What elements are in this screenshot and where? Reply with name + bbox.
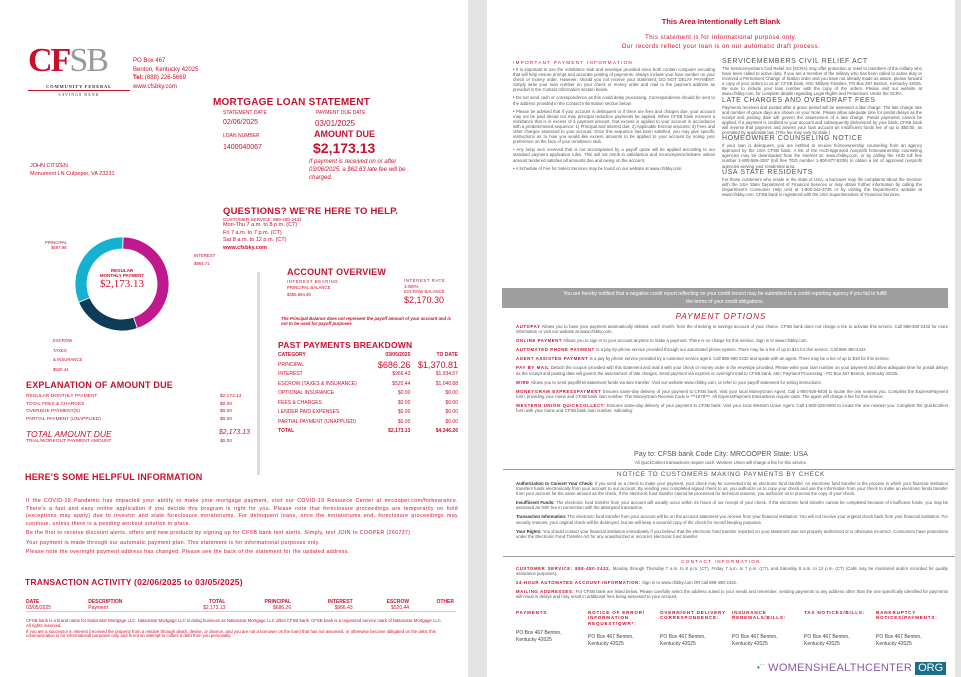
helpful-info-text [26,498,458,559]
cell: PRINCIPAL [278,361,305,368]
customer-name: JOHN CITIZEN [30,163,68,169]
cell: $520.44 [392,380,411,387]
ipi-text: Do not send cash or correspondence as this could delay processing. Correspondence should be sent to the address provided in the Contact Information section below. [513,95,715,106]
address-text: PO Box 467 Benton, Kentucky 42025 [588,634,634,647]
col-header: ESCROW [386,599,410,605]
donut-center [86,268,158,290]
interest-bearing-label: INTEREST BEARING [287,279,339,284]
past-payment-row [278,408,458,418]
past-payments [278,340,458,436]
address-heading: TAX NOTICES/BILLS: [804,610,866,615]
ipi-text: Any lump sum received that is not accompanied by a payoff quote will be applied according to our standard payment application rules. This will not result in satisfaction and reconveyance/release unless amount tendered satisfies all amounts due and owing on the account. [513,147,715,163]
cell: $1,370.81 [417,359,458,370]
usa-residents-text: For those customers who reside in the state of USA, a borrower may file complaints about the Servicer with the USA State Department of Financial Services or may obtain further information by calling the Department's Consumer Help Unit at 1-800-342-3736 or by visiting the Department's website at www.cfsbky.com. CFSB bank is registered with the USA Superintendent of Financial Services. [722,176,922,197]
past-payment-row [278,427,458,437]
donut-label: MONTHLY PAYMENT [99,273,145,278]
item-label: AUTOPAY [516,324,541,329]
cell: $0.00 [397,390,411,397]
late-charges-title: LATE CHARGES AND OVERDRAFT FEES [722,96,876,104]
amount-due-label: AMOUNT DUE [314,129,375,139]
labeled-item [516,338,948,343]
legend-label: INTEREST [194,253,216,258]
cell: INTEREST [278,371,303,378]
address-column [660,610,732,648]
item-text: Allows you to send payoff/reinstatement funds via wire transfer. Visit our website www.cfsbky.com, or refer to your payoff statement for wiring instructions. [530,379,822,385]
item-text: For CFSB bank are listed below. Please carefully select the address suited to your needs and remember, sending payments to any address other than the one specifically identified for payments will result in delays and may result in additional fees being assessed to your account. [516,589,948,600]
item-text: Ensures same-day delivery of your payment to CFSB bank. Visit your local Western Union Agent. Call 1-800-325-6000 to locate the one nearest you. Complete the QuickCollect form with your name and CFSB bank loan number, indicating: [516,402,948,414]
address-text: PO Box 467 Benton, Kentucky 42025 [804,634,850,647]
principal-balance-label: PRINCIPAL BALANCE [287,285,331,290]
labeled-item [516,324,948,334]
item-label: Transaction Information: [516,514,567,520]
explanation-row [26,393,250,401]
item-text: Detach the coupon provided with this statement and mail it with your check or money order in the envelope provided. Please write your loan number on your payment and allow adequate time for postal delays as the receipt and posting date will govern the assessment of late charges. Send payment via express or overnight mail to CFSB bank, Attn: Payment Processing - PO Box 467 Benton, Kentucky 42025. [516,365,948,376]
mailing-addresses [516,610,948,648]
donut-segment-escrow [79,298,138,331]
successor-disclaimer: If you are a successor in interest (received the property from a relative through death, devise, or divorce, and you are not a borrower on the loan) that has not assumed, or otherwise become obligated on the debt, this communication is for informational purposes only and is not an attempt to collect a debt from you personally. [26,628,436,639]
past-payment-row [278,398,458,408]
tel: (888) 226-5669 [144,75,186,82]
statement-front-page [0,0,468,677]
logo-subtitle: COMMUNITY FEDERAL [28,84,130,91]
item-text: Ensures same-day delivery of your payment to CFSB bank. Visit your local MoneyGram Agent. Call 1-800-926-9400 to locate the one nearest you. Complete the ExpressPayment form, providing your name and CFSB bank loan number. The MoneyGram Receive Code is ***1678***. All ExpressPayment transactions require cash. The agent will charge a fee for this service. [516,388,948,399]
item-label: WIRE [516,379,530,385]
escrow-legend [53,336,82,375]
cell: LENDER PAID EXPENSES [278,409,340,416]
cell: OPTIONAL INSURANCE [278,390,334,397]
tel-label: Tel: [133,75,144,82]
total-amount-due-label: TOTAL AMOUNT DUE [26,429,112,439]
labeled-item [516,481,948,496]
logo-subtitle-2: SAVINGS BANK [58,92,100,97]
divider [503,556,955,557]
row-value: $0.00 [220,409,233,414]
cell: $2,173.13 [388,428,411,435]
cell: $0.00 [397,418,411,425]
usa-residents-title: USA STATE RESIDENTS [722,168,813,176]
check-notice-title: NOTICE TO CUSTOMERS MAKING PAYMENTS BY CHECK [616,471,826,478]
questions-title: QUESTIONS? WE'RE HERE TO HELP. [223,206,399,217]
legend-label: ESCROW [53,338,73,343]
cell: $4,346.26 [435,428,458,435]
cell: FEES & CHARGES [278,399,322,406]
past-payments-table [278,350,458,436]
logo-cf: CF [28,42,70,79]
item-label: WESTERN UNION QUICKCOLLECT: [516,402,606,408]
address-line: Benton, Kentucky 42025 [133,66,199,73]
payment-options [516,324,948,417]
past-payment-row [278,417,458,427]
item-label: PAY BY MAIL [516,365,550,371]
past-payment-row [278,370,458,380]
cell: $1,040.88 [435,380,458,387]
contact-title: CONTACT INFORMATION [681,559,761,564]
item-label: Insufficient Funds: [516,500,555,506]
donut-value: $2,173.13 [100,278,144,290]
counseling-text: If your loan is delinquent, you are entitled to receive homeownership counseling from an agency approved by the USA CFSB bank. A list of the HUD-approved nonprofit homeownership counseling agencies may be downloaded from the Internet at: www.cfsbky.com, or by calling the HUD toll free number 1-800-569-4287 (toll free TDD number 1-800-877-8339) to obtain a list of approved nonprofit agencies serving your residential area. [722,143,922,169]
check-notice [516,481,948,543]
amount-due: $2,173.13 [313,140,376,156]
cell: $686.26 [273,605,292,611]
ipi-bullet: • A Schedule of Fee for Select Services may be found on our website at www.cfsbky.com. [513,165,683,171]
hours-line: Fri 7 a.m. to 7 p.m. (CT) [223,229,282,236]
item-label: Your Rights: [516,528,542,534]
address-heading: PAYMENTS [516,610,548,615]
item-text: Allows you to sign in to your account anytime to make a payment. There is no charge for this service. Sign in to www.cfsbky.com. [563,338,808,344]
cell: PARTIAL PAYMENT (UNAPPLIED) [278,418,356,425]
scra-text: The Servicemembers Civil Relief Act (SCRA) may offer protection or relief to members of the military who have been called to active duty. If you are a member of the military who has been called to active duty or received a Permanent Change of Station order and you have not already made us aware, please forward a copy of your orders to us at: CFSB bank, Attn: Military Families, PO Box 467 Benton, Kentucky 42025. Be sure to include your loan number with the copy of the orders. Please visit our website at www.cfsbky.com, for complete details regarding Legal Rights and Protections Under the SCRA. [722,66,922,97]
item-text: Monday through Thursday 7 a.m. to 8 p.m. (CT), Friday 7 a.m. to 7 p.m. (CT), and Saturday 8 a.m. to 12 p.m. (CT) (Calls may be monitored and/or recorded for quality assurance purposes). [516,566,948,577]
counseling-title: HOMEOWNER COUNSELING NOTICE [722,135,863,143]
col-header: INTEREST [327,599,353,605]
address-column [876,610,948,648]
past-payment-row [278,360,458,370]
cell: $0.00 [445,390,458,397]
past-payment-row [278,379,458,389]
row-label: PARTIAL PAYMENT (UNAPPLIED) [26,416,101,422]
ipi-bullet: • Any lump sum received that is not accompanied by a payoff quote will be applied according to our standard payment application rules. This will not result in satisfaction and reconveyance/release unless amount tendered satisfies all amounts due and owing on the account. [513,147,715,163]
ipi-text: A Schedule of Fee for Select Services may be found on our website at www.cfsbky.com. [515,165,683,171]
customer-street: Monument LN Culpeper, VA 23231 [30,170,115,177]
item-text: Is a pay by phone service provided by a customer service agent. Call 888-480-2432 and speak with an agent. There may be a fee of up to $19 for this service. [589,356,890,362]
labeled-item [516,403,948,413]
address-heading: OVERNIGHT DELIVERY CORRESPONDENCE: [660,610,726,621]
legend-label: TAXES [53,347,67,353]
ipi-title: IMPORTANT PAYMENT INFORMATION [513,60,634,65]
row-value: $0.00 [220,416,233,422]
due-date-label: PAYMENT DUE DATE [316,110,366,116]
labeled-item [516,514,948,524]
account-overview [287,267,462,307]
scra-title: SERVICEMEMBERS CIVIL RELIEF ACT [722,58,868,65]
cell: $966.43 [334,605,353,611]
trial-payment-label: TRIAL/WORKOUT PAYMENT AMOUNT [26,439,112,444]
logo-sb: SB [69,42,107,79]
address-text: PO Box 467 Benton, Kentucky 42025 [516,630,562,643]
address-heading: INSURANCE RENEWALS/BILLS: [732,610,787,621]
item-label: AUTOMATED PHONE PAYMENT [516,347,595,353]
due-date: 03/01/2025 [315,119,356,128]
principal-legend [45,240,67,250]
cell: $2,173.13 [203,605,226,611]
address-text: PO Box 467 Benton, Kentucky 42025 [660,634,706,647]
col-header: PRINCIPAL [264,599,292,605]
labeled-item [516,365,948,375]
address-text: PO Box 467 Benton, Kentucky 42025 [732,634,778,647]
helpful-paragraph: Your payment is made through our automatic payment plan. This statement is for informational purposes only. [26,539,321,546]
interest-legend [194,252,215,268]
loan-number: 1400040067 [223,144,262,151]
legend-value: $520.44 [53,367,69,373]
explanation-row [26,416,250,424]
col-header: DATE [26,599,40,605]
cell: $0.00 [445,409,458,416]
statement-date: 02/06/2025 [223,119,259,126]
watermark [757,661,946,675]
address-heading: NOTICE OF ERROR/ INFORMATION REQUEST/QWR*: [588,610,645,626]
col-header: CATEGORY [278,351,306,358]
legal-notices [722,58,922,197]
explanation-row [26,408,250,416]
row-label: REGULAR MONTHLY PAYMENT [26,394,98,399]
donut-label: REGULAR [110,268,134,273]
address-line: PO Box 467 [133,58,166,64]
cell: 03/05/2025 [26,605,52,611]
legend-value: $964.71 [194,261,210,266]
ipi-text: Please be advised that if your account is delinquent or if there are fees and charges due, your account may not be paid ahead nor may principal reduction payments be applied. When CFSB bank receives a remittance that is in excess of a payment amount, that excess is applied to your account in accordance with a predetermined sequence: 1) Principal and Interest due; 2) Applicable Escrow amounts; 3) Fees and other charges assessed to your account. Once this sequence has been satisfied, you may give specific instructions as to how you would like excess amounts to be applied to your account by noting your preference on the face of your remittance stub. [513,108,715,145]
interest-rate: 3.000% [404,283,419,289]
legend-label: PRINCIPAL [45,240,68,245]
address-heading: BANKRUPTCY NOTICES/PAYMENTS: [876,610,938,621]
bank-website-link[interactable]: www.cfsbky.com [133,83,177,90]
labeled-item [516,347,948,352]
transaction-row [26,605,456,612]
payment-options-title: PAYMENT OPTIONS [675,312,767,321]
labeled-item [516,356,948,361]
address-column [732,610,804,648]
cell: $1,934.57 [435,371,458,378]
helpful-paragraph: Please note the overnight payment address has changed. Please see the back of the statement for the updated address. [26,549,350,555]
cell: Payment [88,605,108,611]
cell: $0.00 [445,399,458,406]
address-column [588,610,660,648]
row-value: $2,173.13 [220,394,242,399]
info-line: This statement is for informational purpose only. [645,35,797,41]
ipi-bullet: • Do not send cash or correspondence as this could delay processing. Correspondence should be sent to the address provided in the Contact Information section below. [513,95,715,106]
labeled-item [516,566,948,576]
statement-back-page [487,0,955,677]
interest-rate-label: INTEREST RATE [404,278,446,283]
item-label: AGENT ASSISTED PAYMENT [516,356,589,362]
transactions-footer [26,619,446,639]
trial-payment: $0.00 [220,439,233,444]
total-amount-due: $2,173.13 [218,429,250,436]
contact-info [516,566,948,603]
website-link[interactable]: www.cfsbky.com [223,244,268,251]
labeled-item [516,380,948,385]
cell: $0.00 [397,399,411,406]
questions-block [223,206,398,251]
item-label: 24-HOUR AUTOMATED ACCOUNT INFORMATION: [516,580,641,586]
ipi-bullet: • Please be advised that if your account is delinquent or if there are fees and charges due, your account may not be paid ahead nor may principal reduction payments be applied. When CFSB bank receives a remittance that is in excess of a payment amount, that excess is applied to your account in accordance with a predetermined sequence: 1) Principal and Interest due; 2) Applicable Escrow amounts; 3) Fees and other charges assessed to your account. Once this sequence has been satisfied, you may give specific instructions as to how you would like excess amounts to be applied to your account by noting your preference on the face of your remittance stub. [513,108,715,145]
watermark-tld: ORG [915,662,946,675]
dots-icon: •˙˙ [757,663,766,672]
row-label: TOTAL FEES & CHARGES [26,401,85,407]
item-label: Authorization to Convert Your Check: [516,481,594,486]
labeled-item [516,589,948,599]
overview-title: ACCOUNT OVERVIEW [287,267,387,277]
col-header: TO DATE [436,351,458,358]
past-payments-title: PAST PAYMENTS BREAKDOWN [278,340,413,350]
hours-line: Sat 8 a.m. to 12 p.m. (CT) [223,237,287,243]
item-label: MONEYGRAM EXPRESSPAYMENT [516,388,602,394]
cell [411,605,456,612]
cell: TOTAL [278,428,295,435]
watermark-text: WOMENSHEALTHCENTER [768,661,913,674]
helpful-paragraph: If the COVID-19 Pandemic has impacted your ability to make your mortgage payment, visit our COVID-19 Resource Center at mrcooper.com/forbearance. There's a fast and easy online application if you decide this program is right for you. Please note that foreclosure proceedings are temporarily on hold (exceptions may apply) due to investor and state foreclosure moratoriums. For delinquent loans, once the moratoriums end, foreclosure proceedings may continue, unless there is a pending workout solution in place. [26,498,458,527]
loan-number-label: LOAN NUMBER [223,133,260,139]
item-text: You should contact your financial institution immediately if you believe that the electronic fund transfer reported on your statement was not properly authorized or is otherwise incorrect. Consumers have protections under the Electronic Fund Transfer Act for any unauthorized or incorrect electronic fund transfer. [516,528,948,539]
divider [503,469,955,470]
helpful-paragraph: Be the first to receive discount alerts, offers and new products by signing up for CFSB bank text alerts. Simply, text JOIN to COOPER (266737) [26,530,411,536]
divider [257,272,260,475]
row-value: $0.00 [220,401,233,407]
item-text: Is a pay-by-phone service provided through our automated phone system. There may be a fee of up to $14 for this service. Call 888-480-2432. [596,347,867,353]
principal-balance-note: The Principal Balance does not represent the payoff amount of your account and is not to be used for payoff purposes [281,316,451,327]
transactions-title: TRANSACTION ACTIVITY (02/06/2025 to 03/05/2025) [25,577,243,587]
cell: $520.44 [390,605,410,611]
explanation-title: EXPLANATION OF AMOUNT DUE [26,380,173,390]
past-payment-row [278,389,458,399]
address-column [516,610,588,648]
item-label: MAILING ADDRESSES: [516,589,575,595]
legend-label: & INSURANCE [53,357,83,363]
western-union-details: Pay to: CFSB bank Code City: MRCOOPER State: USA [634,451,808,458]
cell: ESCROW (TAXES & INSURANCE) [278,380,357,387]
labeled-item [516,389,948,399]
item-label: CUSTOMER SERVICE: 888-480-2432, [516,566,611,571]
brand-disclaimer: CFSB bank is a brand name for Nationstar Mortgage LLC. Nationstar Mortgage LLC is doing business as Nationstar Mortgage LLC d/b/a CFSB bank. CFSB bank is a registered service mark of Nationstar Mortgage LLC. All rights reserved. [26,618,443,628]
explanation-of-amount-due [26,380,250,444]
cell: $686.26 [377,359,411,370]
info-line: Our records reflect your loan is on our automatic draft process. [621,44,821,50]
item-text: The electronic fund transfer from your account will be on the account statement you receive from your financial institution. You will not receive your original check back from your financial institution. For security reasons, your original check will be destroyed, but we will keep a secured copy of the check for record keeping purposes. [516,514,948,525]
important-payment-info [513,60,715,174]
col-header: 03/05/2025 [385,351,411,358]
informational-notice [487,34,955,52]
transactions-table [26,599,456,612]
bank-address [133,57,198,91]
statement-date-label: STATEMENT DATE [223,110,267,116]
late-fee-note: If payment is received on or after 03/06/2025, a $62.63 late fee will be charged. [309,159,406,181]
helpful-info-title: HERE'S SOME HELPFUL INFORMATION [25,472,203,482]
cfsb-logo [28,44,130,97]
cell: $0.00 [397,409,411,416]
col-header: OTHER [436,599,454,605]
item-text: Sign in to www.cfsbky.com OR call 888-480-2432. [642,580,738,586]
item-text: If you send us a check to make your payment, your check may be converted into an electronic fund transfer. An electronic fund transfer is the process in which your financial institution transfers funds electronically from your account to our account. By sending your completed signed check to us, you authorize us to copy your check and use the information from your check to make an electronic funds transfer from your account for the same amount as the check. If the electronic fund transfer cannot be processed for technical reasons, you authorize us to process the copy of your check. [516,481,948,497]
col-header: TOTAL [209,599,226,605]
credit-report-banner: You are hereby notified that a negative credit report reflecting on your credit record may be submitted to a credit reporting agency if you fail to fulfill the terms of your credit obligations. [502,288,948,308]
labeled-item [516,529,948,539]
ipi-bullet: • It is important to use the remittance stub and envelope provided since both contain computer encoding that will help ensure prompt and accurate posting of payments. Always include your loan number on your check or money order. However, should you not receive your statement, DO NOT DELAY PAYMENT. Simply write your loan number on your check or money order and mail to the payment address as provided in the Contact Information section below. [513,67,716,93]
ipi-text: It is important to use the remittance stub and envelope provided since both contain computer encoding that will help ensure prompt and accurate posting of payments. Always include your loan number on your check or money order. However, should you not receive your statement, DO NOT DELAY PAYMENT. Simply write your loan number on your check or money order and mail to the payment address as provided in the Contact Information section below. [513,67,716,93]
address-column [804,610,876,648]
hours-line: Mon-Thu 7 a.m. to 8 p.m. (CT) [223,222,298,228]
labeled-item [516,500,948,510]
item-text: Allows you to have your payment automatically debited, each month, from the checking or savings account of your choice. CFSB bank does not charge a fee to activate this service. Call 888-480-2432 for more information or visit our website at www.cfsbky.com. [516,324,948,335]
address-text: PO Box 467 Benton, Kentucky 42025 [876,634,922,647]
cell: $966.43 [392,371,411,378]
late-charges-text: Payments received and posted after a grace period will be assessed a late charge. The late charge rate and number of grace days are shown on your Note. Please allow adequate time for postal delays as the receipt and posting date will govern the assessment of a late charge. Partial payments cannot be applied. If a payment is credited to your account and subsequently dishonored by your bank, CFSB bank will reverse that payment and assess your loan account an insufficient funds fee of up to $50.00, as permitted by applicable law. (This fee may vary by state.) [722,104,922,136]
left-blank-notice: This Area Intentionally Left Blank [661,17,781,26]
western-union-note: All QuickCollect transactions require cash. Western Union will charge a fee for this service. [634,460,808,465]
col-header: DESCRIPTION [88,599,123,605]
customer-address [30,163,115,178]
escrow-balance: $2,170.30 [404,294,445,305]
statement-title: MORTGAGE LOAN STATEMENT [213,97,370,108]
explanation-row [26,401,250,409]
principal-balance: $385,884.90 [287,292,311,297]
cell: $0.00 [445,418,458,425]
escrow-balance-label: ESCROW BALANCE [404,289,445,294]
labeled-item [516,580,948,585]
row-label: OVERDUE PAYMENT(S) [26,409,80,414]
legend-value: $687.98 [51,245,67,251]
item-text: The electronic fund transfer from your account will usually occur within 24 hours of our receipt of your check. If the electronic fund transfer cannot be completed because of insufficient funds, you may be assessed an NSF fee in connection with the attempted transaction. [516,500,948,511]
item-label: ONLINE PAYMENT [516,338,563,344]
customer-service-phone: CUSTOMER SERVICE: 888-480-2432 [223,217,302,222]
